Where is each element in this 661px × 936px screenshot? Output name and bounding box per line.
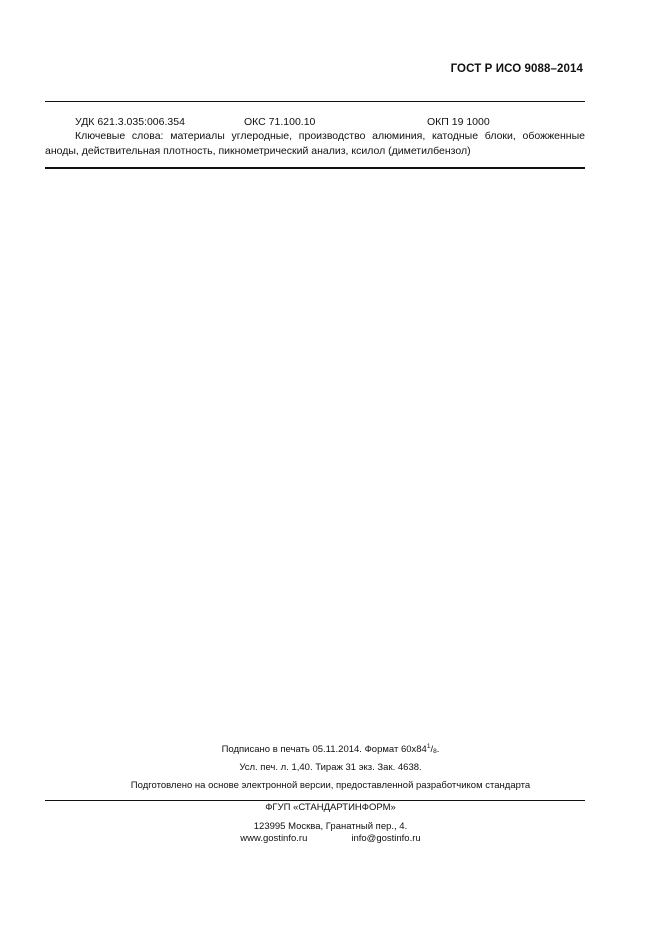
keywords-paragraph: Ключевые слова: материалы углеродные, производство алюминия, катодные блоки, обожженные аноды, действительная плотность, пикнометрический анализ, ксилол (диметилбензол) [45,130,585,157]
oks-code: ОКС 71.100.10 [244,116,316,128]
format-fraction: $^1/_8$ [426,743,437,755]
print-sheets-info: Усл. печ. л. 1,40. Тираж 31 экз. Зак. 4638. [239,762,422,773]
classifier-codes [75,116,585,130]
format-numerator: 1 [426,743,431,750]
publisher-address: 123995 Москва, Гранатный пер., 4. [253,821,408,832]
publisher-contacts [0,833,661,844]
format-denominator: 8 [433,748,437,755]
top-divider [45,101,585,102]
imprint-divider [45,800,585,801]
signed-for-print-text: Подписано в печать 05.11.2014. Формат 60x84 [221,744,427,755]
publisher-name: ФГУП «СТАНДАРТИНФОРМ» [265,802,396,813]
keywords-divider [45,167,585,169]
signed-for-print-suffix: . [436,744,440,755]
website-link[interactable]: www.gostinfo.ru [240,833,308,844]
signed-for-print [0,743,661,755]
prepared-note: Подготовлено на основе электронной версии, предоставленной разработчиком стандарта [130,780,531,791]
standard-code: ГОСТ Р ИСО 9088–2014 [450,63,583,75]
udk-code: УДК 621.3.035:006.354 [75,116,185,128]
email-link[interactable]: info@gostinfo.ru [351,833,421,844]
okp-code: ОКП 19 1000 [427,116,490,128]
